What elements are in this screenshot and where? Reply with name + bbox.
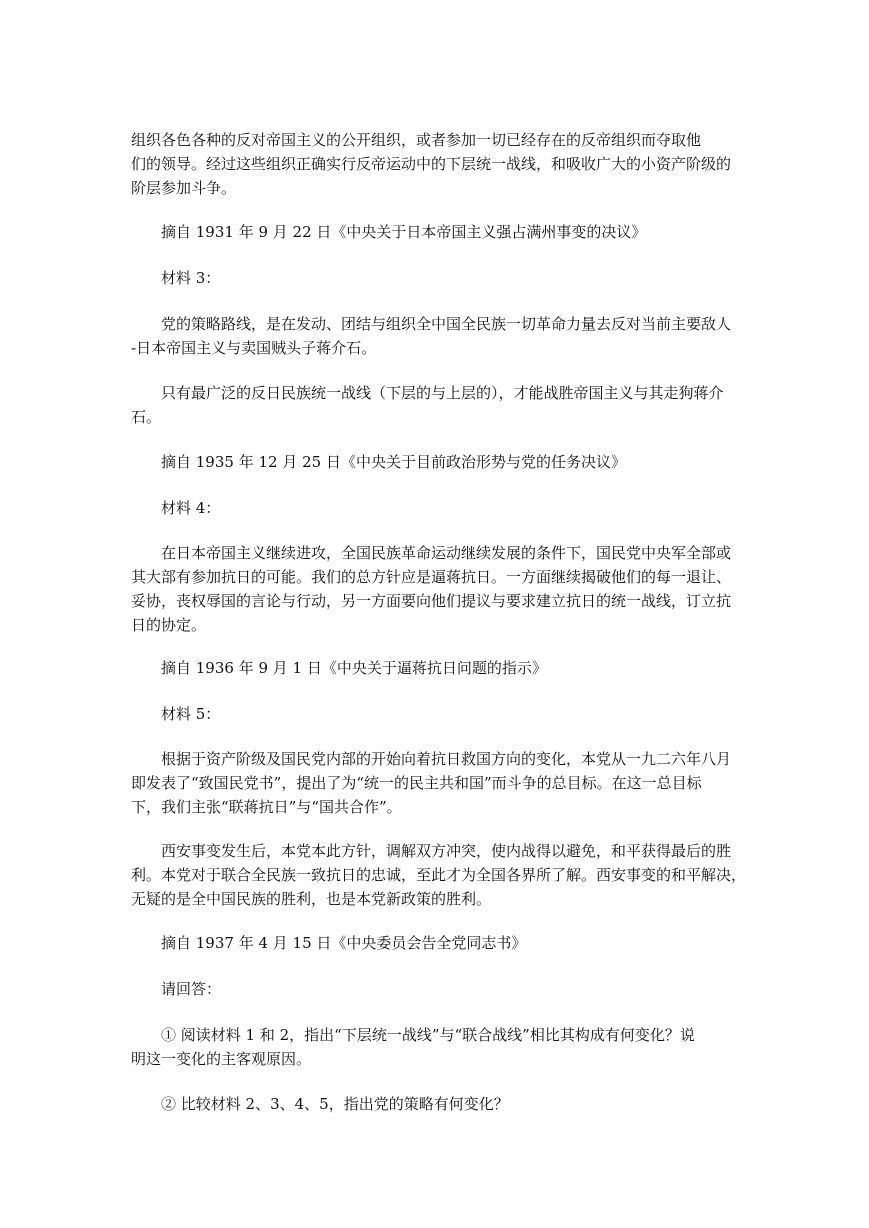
source-citation-1935 bbox=[131, 450, 741, 474]
text-line: 即发表了“致国民党书”，提出了为“统一的民主共和国”而斗争的总目标。在这一总目标 bbox=[131, 774, 702, 792]
text-line: 石。 bbox=[131, 408, 162, 426]
text-line: 摘自 1931 年 9 月 22 日《中央关于日本帝国主义强占满州事变的决议》 bbox=[161, 223, 647, 241]
material-4-heading bbox=[131, 496, 741, 520]
question-1 bbox=[131, 1023, 741, 1071]
text-line: 明这一变化的主客观原因。 bbox=[131, 1050, 312, 1068]
paragraph-material-5a bbox=[131, 747, 741, 819]
text-line: 请回答： bbox=[161, 980, 222, 998]
text-line: 利。本党对于联合全民族一致抗日的忠诚，至此才为全国各界所了解。西安事变的和平解决， bbox=[131, 866, 747, 884]
question-prompt bbox=[131, 977, 741, 1001]
text-line: 其大部有参加抗日的可能。我们的总方针应是逼蒋抗日。一方面继续揭破他们的每一退让、 bbox=[131, 568, 732, 586]
text-line: 只有最广泛的反日民族统一战线（下层的与上层的），才能战胜帝国主义与其走狗蒋介 bbox=[161, 384, 724, 402]
paragraph-material-5b bbox=[131, 839, 747, 911]
text-line: 摘自 1936 年 9 月 1 日《中央关于逼蒋抗日问题的指示》 bbox=[161, 659, 547, 677]
text-line: 组织各色各种的反对帝国主义的公开组织，或者参加一切已经存在的反帝组织而夺取他 bbox=[131, 131, 702, 149]
text-line: 根据于资产阶级及国民党内部的开始向着抗日救国方向的变化，本党从一九二六年八月 bbox=[161, 750, 732, 768]
text-line: 妥协，丧权辱国的言论与行动，另一方面要向他们提议与要求建立抗日的统一战线，订立抗 bbox=[131, 592, 732, 610]
material-5-heading bbox=[131, 702, 741, 726]
paragraph-material-3a bbox=[131, 312, 741, 360]
text-line: 们的领导。经过这些组织正确实行反帝运动中的下层统一战线，和吸收广大的小资产阶级的 bbox=[131, 155, 732, 173]
text-line: -日本帝国主义与卖国贼头子蒋介石。 bbox=[131, 339, 377, 357]
paragraph-material-3b bbox=[131, 381, 741, 429]
source-citation-1931 bbox=[131, 220, 741, 244]
text-line: 摘自 1935 年 12 月 25 日《中央关于目前政治形势与党的任务决议》 bbox=[161, 453, 626, 471]
text-line: 党的策略路线，是在发动、团结与组织全中国全民族一切革命力量去反对当前主要敌人 bbox=[161, 315, 732, 333]
question-2 bbox=[131, 1092, 741, 1116]
source-citation-1936 bbox=[131, 656, 741, 680]
text-line: 摘自 1937 年 4 月 15 日《中央委员会告全党同志书》 bbox=[161, 934, 527, 952]
source-citation-1937 bbox=[131, 931, 741, 955]
text-line: 材料 4： bbox=[161, 499, 221, 517]
text-line: 日的协定。 bbox=[131, 616, 207, 634]
paragraph-intro bbox=[131, 128, 741, 200]
text-line: 下，我们主张“联蒋抗日”与“国共合作”。 bbox=[131, 798, 402, 816]
text-line: 无疑的是全中国民族的胜利，也是本党新政策的胜利。 bbox=[131, 890, 492, 908]
text-line: ① 阅读材料 1 和 2，指出“下层统一战线”与“联合战线”相比其构成有何变化？说 bbox=[161, 1026, 695, 1044]
paragraph-material-4 bbox=[131, 541, 741, 637]
material-3-heading bbox=[131, 266, 741, 290]
text-line: ② 比较材料 2、3、4、5，指出党的策略有何变化？ bbox=[161, 1095, 509, 1113]
text-line: 西安事变发生后，本党本此方针，调解双方冲突，使内战得以避免，和平获得最后的胜 bbox=[161, 842, 732, 860]
text-line: 阶层参加斗争。 bbox=[131, 179, 237, 197]
text-line: 材料 3： bbox=[161, 269, 221, 287]
text-line: 在日本帝国主义继续进攻，全国民族革命运动继续发展的条件下，国民党中央军全部或 bbox=[161, 544, 732, 562]
text-line: 材料 5： bbox=[161, 705, 221, 723]
